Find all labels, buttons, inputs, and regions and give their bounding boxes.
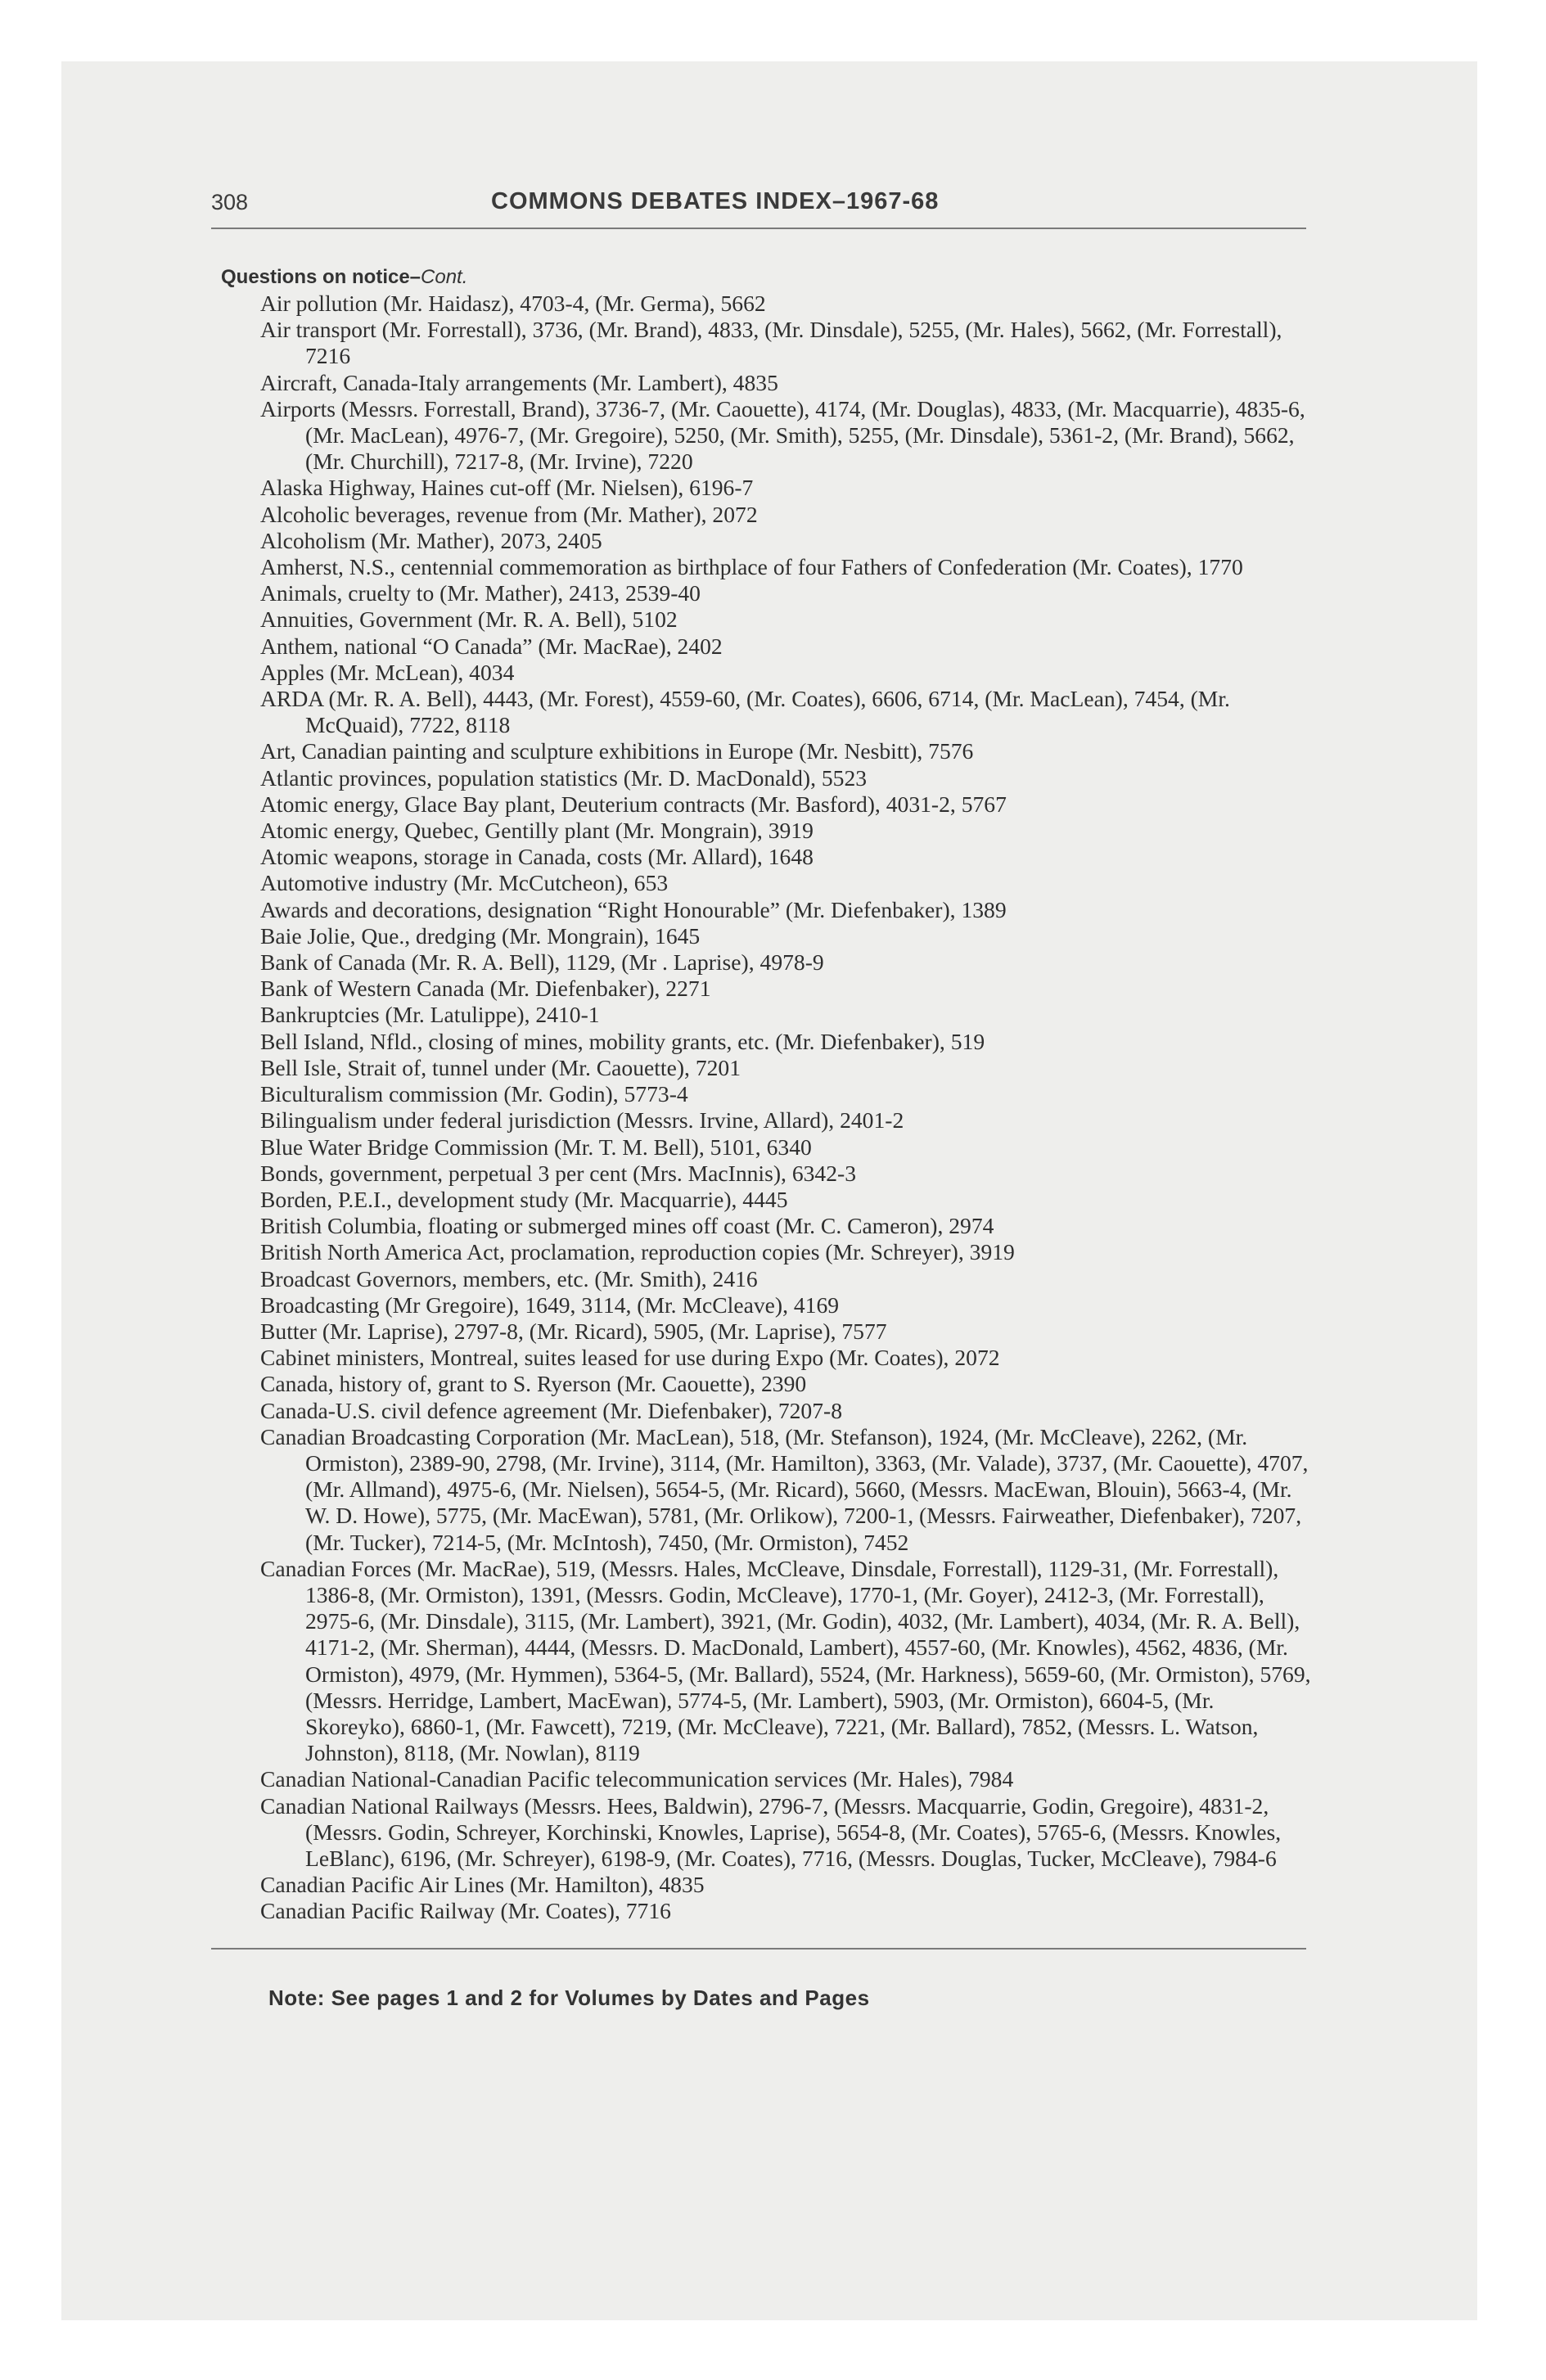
footer-note: Note: See pages 1 and 2 for Volumes by Dates and Pages: [268, 1986, 870, 2010]
index-entry: Cabinet ministers, Montreal, suites leased for use during Expo (Mr. Coates), 2072: [260, 1345, 1000, 1371]
index-entry: ARDA (Mr. R. A. Bell), 4443, (Mr. Forest), 4559-60, (Mr. Coates), 6606, 6714, (Mr. MacLean), 7454, (Mr. McQuaid), 7722, 8118: [260, 686, 1230, 738]
section-heading-text: Questions on notice–: [221, 266, 421, 288]
index-entry: Butter (Mr. Laprise), 2797-8, (Mr. Ricard), 5905, (Mr. Laprise), 7577: [260, 1318, 887, 1344]
index-entry: Bell Island, Nfld., closing of mines, mobility grants, etc. (Mr. Diefenbaker), 519: [260, 1028, 985, 1054]
index-entry: Air transport (Mr. Forrestall), 3736, (Mr. Brand), 4833, (Mr. Dinsdale), 5255, (Mr. Hales), 5662, (Mr. Forrestall), 7216: [260, 317, 1282, 369]
index-entry: Canadian Broadcasting Corporation (Mr. MacLean), 518, (Mr. Stefanson), 1924, (Mr. McCleave), 2262, (Mr. Ormiston), 2389-90, 2798, (Mr. Irvine), 3114, (Mr. Hamilton), 3363, (Mr. Valade), 3737, (Mr. Caouette), 4707, (Mr. Allmand), 4975-6, (Mr. Nielsen), 5654-5, (Mr. Ricard), 5660, (Messrs. MacEwan, Blouin), 5663-4, (Mr. W. D. Howe), 5775, (Mr. MacEwan), 5781, (Mr. Orlikow), 7200-1, (Messrs. Fairweather, Diefenbaker), 7207, (Mr. Tucker), 7214-5, (Mr. McIntosh), 7450, (Mr. Ormiston), 7452: [260, 1423, 1309, 1555]
index-entry: Bank of Canada (Mr. R. A. Bell), 1129, (Mr . Laprise), 4978-9: [260, 949, 824, 976]
index-entry: Bankruptcies (Mr. Latulippe), 2410-1: [260, 1002, 600, 1028]
index-entries: [260, 291, 1316, 1925]
index-entry: Canadian Pacific Air Lines (Mr. Hamilton), 4835: [260, 1872, 705, 1898]
index-entry: Canada, history of, grant to S. Ryerson (Mr. Caouette), 2390: [260, 1371, 807, 1397]
index-entry: Apples (Mr. McLean), 4034: [260, 659, 515, 685]
index-entry: Baie Jolie, Que., dredging (Mr. Mongrain), 1645: [260, 922, 701, 949]
running-head: COMMONS DEBATES INDEX–1967-68: [491, 188, 940, 214]
index-entry: Alcoholic beverages, revenue from (Mr. Mather), 2072: [260, 501, 758, 527]
index-entry: Airports (Messrs. Forrestall, Brand), 3736-7, (Mr. Caouette), 4174, (Mr. Douglas), 4833, (Mr. Macquarrie), 4835-6, (Mr. MacLean), 4976-7, (Mr. Gregoire), 5250, (Mr. Smith), 5255, (Mr. Dinsdale), 5361-2, (Mr. Brand), 5662, (Mr. Churchill), 7217-8, (Mr. Irvine), 7220: [260, 395, 1305, 475]
index-entry: Canadian Pacific Railway (Mr. Coates), 7716: [260, 1898, 671, 1924]
index-entry: Canadian National-Canadian Pacific telecommunication services (Mr. Hales), 7984: [260, 1766, 1014, 1792]
index-entry: Awards and decorations, designation “Right Honourable” (Mr. Diefenbaker), 1389: [260, 896, 1007, 922]
index-entry: British Columbia, floating or submerged mines off coast (Mr. C. Cameron), 2974: [260, 1213, 994, 1239]
index-entry: Canadian Forces (Mr. MacRae), 519, (Messrs. Hales, McCleave, Dinsdale, Forrestall), 1129-31, (Mr. Forrestall), 1386-8, (Mr. Ormiston), 1391, (Messrs. Godin, McCleave), 1770-1, (Mr. Goyer), 2412-3, (Mr. Forrestall), 2975-6, (Mr. Dinsdale), 3115, (Mr. Lambert), 3921, (Mr. Godin), 4032, (Mr. Lambert), 4034, (Mr. R. A. Bell), 4171-2, (Mr. Sherman), 4444, (Messrs. D. MacDonald, Lambert), 4557-60, (Mr. Knowles), 4562, 4836, (Mr. Ormiston), 4979, (Mr. Hymmen), 5364-5, (Mr. Ballard), 5524, (Mr. Harkness), 5659-60, (Mr. Ormiston), 5769, (Messrs. Herridge, Lambert, MacEwan), 5774-5, (Mr. Lambert), 5903, (Mr. Ormiston), 6604-5, (Mr. Skoreyko), 6860-1, (Mr. Fawcett), 7219, (Mr. McCleave), 7221, (Mr. Ballard), 7852, (Messrs. L. Watson, Johnston), 8118, (Mr. Nowlan), 8119: [260, 1555, 1311, 1766]
footer-rule: [211, 1948, 1306, 1950]
index-entry: Atomic energy, Quebec, Gentilly plant (Mr. Mongrain), 3919: [260, 818, 814, 844]
index-entry: Biculturalism commission (Mr. Godin), 5773-4: [260, 1081, 688, 1107]
index-entry: Borden, P.E.I., development study (Mr. Macquarrie), 4445: [260, 1186, 788, 1212]
index-entry: Air pollution (Mr. Haidasz), 4703-4, (Mr. Germa), 5662: [260, 291, 766, 316]
index-entry: Anthem, national “O Canada” (Mr. MacRae), 2402: [260, 633, 723, 659]
index-entry: Broadcast Governors, members, etc. (Mr. Smith), 2416: [260, 1265, 758, 1291]
index-entry: British North America Act, proclamation, reproduction copies (Mr. Schreyer), 3919: [260, 1239, 1015, 1265]
index-entry: Atlantic provinces, population statistics (Mr. D. MacDonald), 5523: [260, 764, 868, 791]
index-entry: Bonds, government, perpetual 3 per cent (Mrs. MacInnis), 6342-3: [260, 1160, 856, 1186]
index-entry: Broadcasting (Mr Gregoire), 1649, 3114, (Mr. McCleave), 4169: [260, 1291, 840, 1318]
index-entry: Aircraft, Canada-Italy arrangements (Mr. Lambert), 4835: [260, 369, 778, 395]
index-entry: Alaska Highway, Haines cut-off (Mr. Nielsen), 6196-7: [260, 475, 754, 501]
index-entry: Bank of Western Canada (Mr. Diefenbaker), 2271: [260, 976, 711, 1002]
index-entry: Annuities, Government (Mr. R. A. Bell), 5102: [260, 606, 678, 633]
index-entry: Alcoholism (Mr. Mather), 2073, 2405: [260, 527, 602, 553]
header-rule: [211, 228, 1306, 229]
section-heading-suffix: Cont.: [421, 266, 468, 288]
index-entry: Bilingualism under federal jurisdiction (Messrs. Irvine, Allard), 2401-2: [260, 1107, 904, 1134]
index-entry: Amherst, N.S., centennial commemoration as birthplace of four Fathers of Confederation (Mr. Coates), 1770: [260, 554, 1243, 580]
index-entry: Art, Canadian painting and sculpture exhibitions in Europe (Mr. Nesbitt), 7576: [260, 738, 974, 764]
index-entry: Automotive industry (Mr. McCutcheon), 653: [260, 870, 669, 896]
index-entry: Canadian National Railways (Messrs. Hees, Baldwin), 2796-7, (Messrs. Macquarrie, Godin, Gregoire), 4831-2, (Messrs. Godin, Schreyer, Korchinski, Knowles, Laprise), 5654-8, (Mr. Coates), 5765-6, (Messrs. Knowles, LeBlanc), 6196, (Mr. Schreyer), 6198-9, (Mr. Coates), 7716, (Messrs. Douglas, Tucker, McCleave), 7984-6: [260, 1792, 1282, 1871]
index-entry: Atomic energy, Glace Bay plant, Deuterium contracts (Mr. Basford), 4031-2, 5767: [260, 791, 1007, 817]
index-entry: Canada-U.S. civil defence agreement (Mr. Diefenbaker), 7207-8: [260, 1397, 843, 1423]
page-number: 308: [211, 190, 249, 214]
index-entry: Animals, cruelty to (Mr. Mather), 2413, 2539-40: [260, 580, 701, 606]
section-heading: [221, 266, 467, 289]
index-entry: Bell Isle, Strait of, tunnel under (Mr. Caouette), 7201: [260, 1054, 741, 1080]
index-entry: Blue Water Bridge Commission (Mr. T. M. Bell), 5101, 6340: [260, 1134, 812, 1160]
index-entry: Atomic weapons, storage in Canada, costs (Mr. Allard), 1648: [260, 844, 814, 870]
